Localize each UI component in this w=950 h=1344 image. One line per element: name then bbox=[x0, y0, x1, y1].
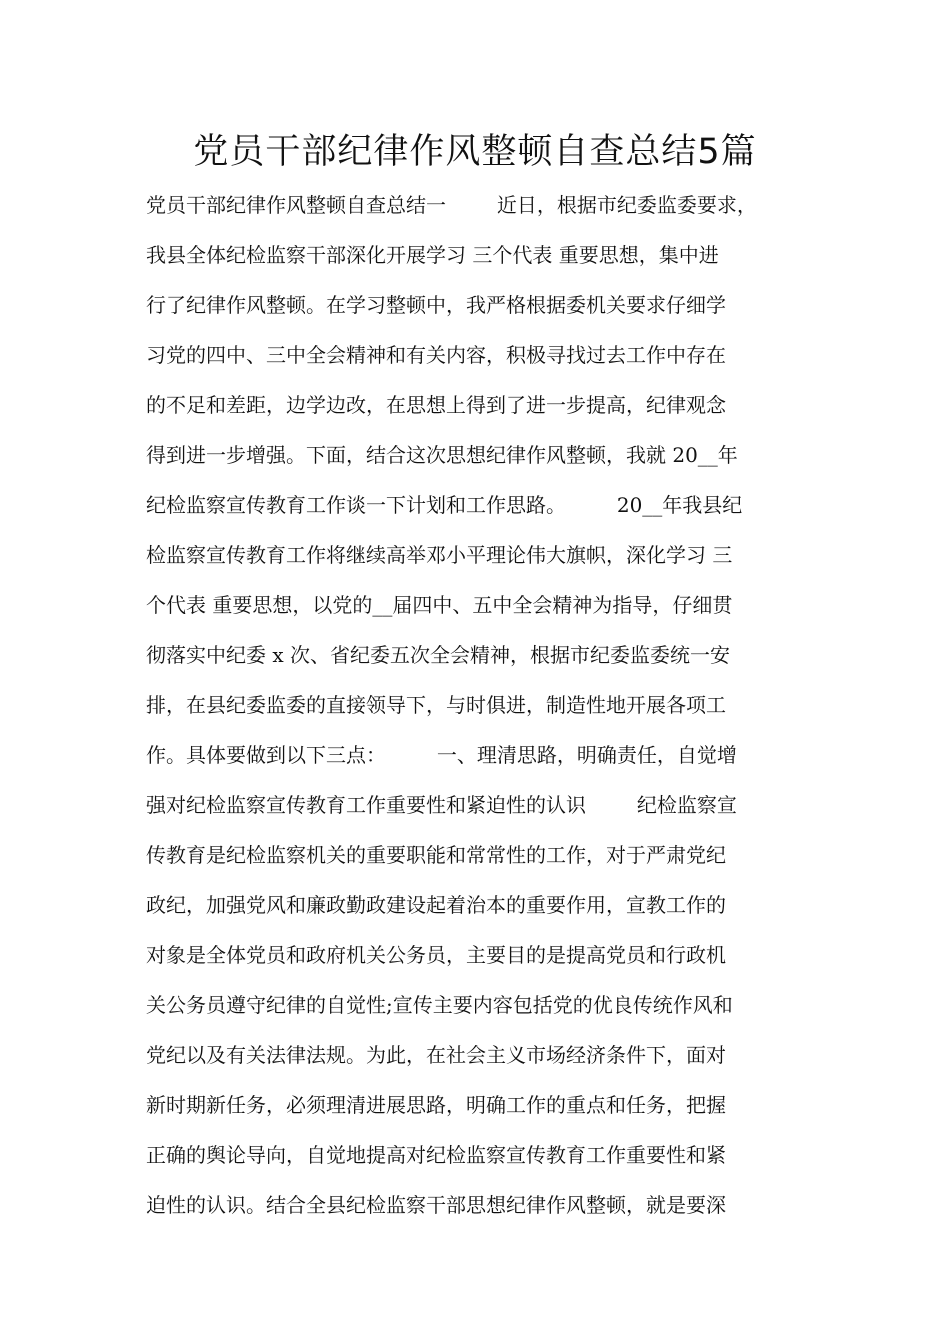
body-line: 对象是全体党员和政府机关公务员，主要目的是提高党员和行政机 bbox=[146, 943, 726, 967]
body-line: 得到进一步增强。下面，结合这次思想纪律作风整顿，我就 20__年 bbox=[146, 443, 738, 467]
body-line: 个代表 重要思想，以党的__届四中、五中全会精神为指导，仔细贯 bbox=[146, 593, 733, 617]
body-line: 作。具体要做到以下三点： 一、理清思路，明确责任，自觉增 bbox=[146, 743, 737, 767]
body-line: 排，在县纪委监委的直接领导下，与时俱进，制造性地开展各项工 bbox=[146, 693, 726, 717]
body-line: 关公务员遵守纪律的自觉性;宣传主要内容包括党的优良传统作风和 bbox=[146, 993, 733, 1017]
body-line: 政纪，加强党风和廉政勤政建设起着治本的重要作用，宣教工作的 bbox=[146, 893, 726, 917]
body-line: 强对纪检监察宣传教育工作重要性和紧迫性的认识 纪检监察宣 bbox=[146, 793, 737, 817]
body-line: 纪检监察宣传教育工作谈一下计划和工作思路。 20__年我县纪 bbox=[146, 493, 743, 517]
body-line: 习党的四中、三中全会精神和有关内容，积极寻找过去工作中存在 bbox=[146, 343, 726, 367]
body-line: 彻落实中纪委 x 次、省纪委五次全会精神，根据市纪委监委统一安 bbox=[146, 643, 730, 667]
body-line: 的不足和差距，边学边改，在思想上得到了进一步提高，纪律观念 bbox=[146, 393, 726, 417]
body-line: 行了纪律作风整顿。在学习整顿中，我严格根据委机关要求仔细学 bbox=[146, 293, 726, 317]
body-line: 正确的舆论导向，自觉地提高对纪检监察宣传教育工作重要性和紧 bbox=[146, 1143, 726, 1167]
body-line: 新时期新任务，必须理清进展思路，明确工作的重点和任务，把握 bbox=[146, 1093, 726, 1117]
body-line: 检监察宣传教育工作将继续高举邓小平理论伟大旗帜，深化学习 三 bbox=[146, 543, 733, 567]
body-line: 迫性的认识。结合全县纪检监察干部思想纪律作风整顿，就是要深 bbox=[146, 1193, 726, 1217]
body-line: 我县全体纪检监察干部深化开展学习 三个代表 重要思想，集中进 bbox=[146, 243, 719, 267]
body-line: 党员干部纪律作风整顿自查总结一 近日，根据市纪委监委要求， bbox=[146, 193, 757, 217]
body-line: 党纪以及有关法律法规。为此，在社会主义市场经济条件下，面对 bbox=[146, 1043, 726, 1067]
document-title: 党员干部纪律作风整顿自查总结5篇 bbox=[193, 132, 757, 172]
body-line: 传教育是纪检监察机关的重要职能和常常性的工作，对于严肃党纪 bbox=[146, 843, 726, 867]
document-body bbox=[146, 180, 826, 1230]
